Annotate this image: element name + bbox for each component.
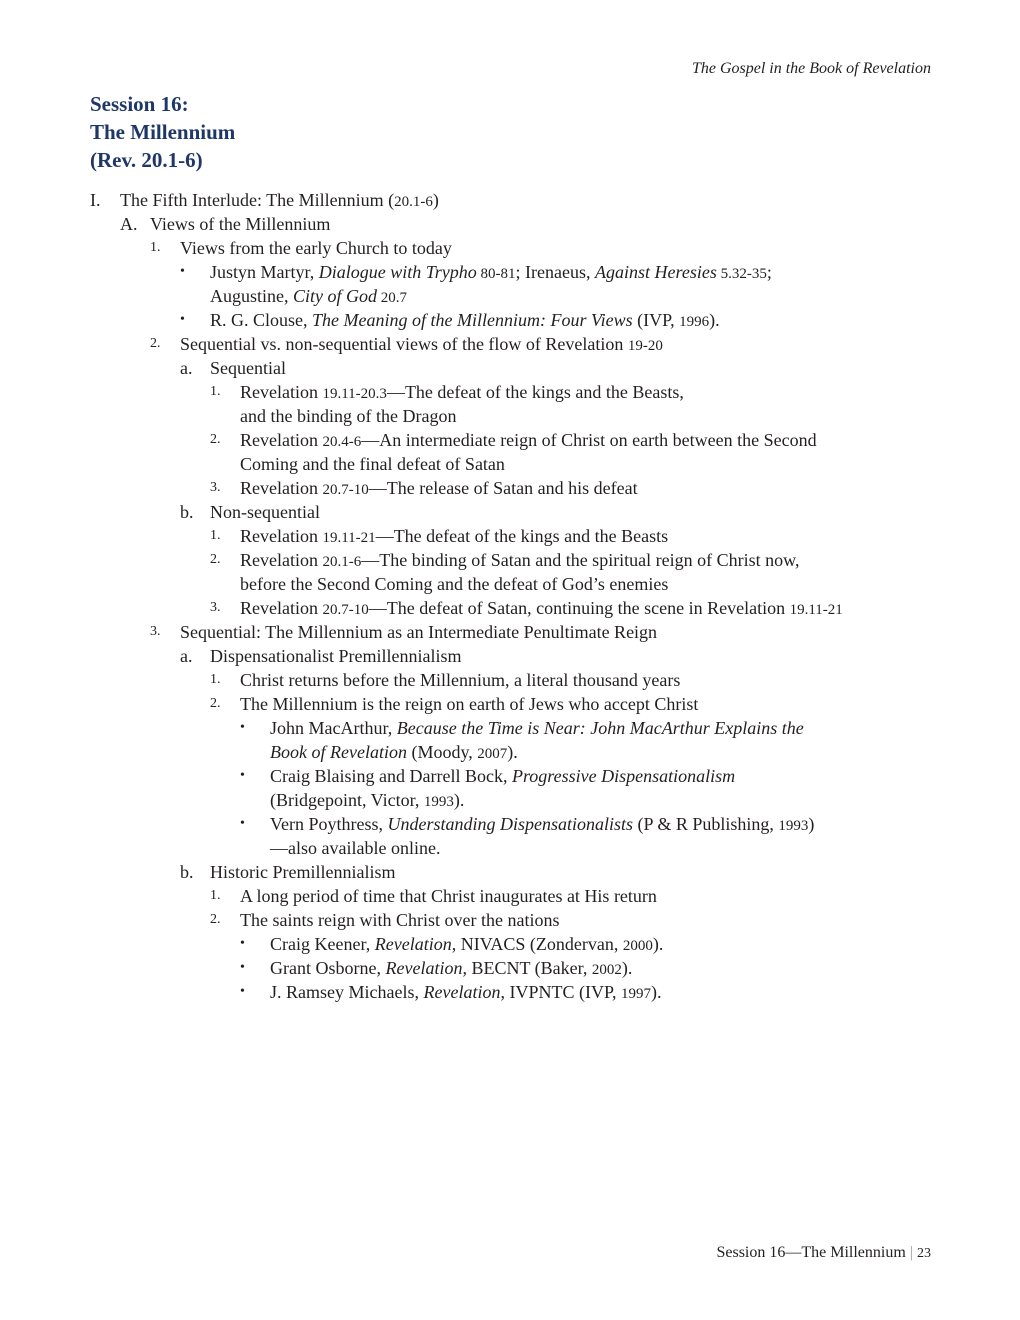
outline-marker: 2. <box>210 696 221 711</box>
outline-item-A3b1 <box>0 884 1020 908</box>
outline-item-A3a2 <box>0 692 1020 716</box>
outline-text-continued: Coming and the final defeat of Satan <box>240 454 505 474</box>
bullet-item-poythress <box>0 812 1020 860</box>
outline-marker: 1. <box>150 240 161 255</box>
outline-text: Non-sequential <box>210 502 320 522</box>
outline-item-A3a1 <box>0 668 1020 692</box>
outline-marker: 2. <box>210 552 221 567</box>
outline-item-I <box>0 188 1020 212</box>
bullet-item-blaising-bock <box>0 764 1020 812</box>
bullet-text-continued: Book of Revelation (Moody, 2007). <box>270 742 518 762</box>
outline <box>0 188 1020 1004</box>
bullet-text: John MacArthur, Because the Time is Near: John MacArthur Explains the <box>270 718 804 738</box>
outline-text: Sequential <box>210 358 286 378</box>
outline-marker: 1. <box>210 888 221 903</box>
session-title-line-3: (Rev. 20.1-6) <box>90 148 203 172</box>
outline-marker: a. <box>180 358 193 378</box>
outline-item-A3 <box>0 620 1020 644</box>
outline-marker: A. <box>120 214 138 234</box>
outline-text: Revelation 19.11-20.3—The defeat of the kings and the Beasts, <box>240 382 684 402</box>
outline-text: The Millennium is the reign on earth of Jews who accept Christ <box>240 694 699 714</box>
bullet-item-osborne <box>0 956 1020 980</box>
outline-marker: b. <box>180 502 194 522</box>
outline-text: Revelation 20.7-10—The release of Satan and his defeat <box>240 478 638 498</box>
bullet-text-continued: Augustine, City of God 20.7 <box>210 286 407 306</box>
outline-item-A3a <box>0 644 1020 668</box>
outline-text: The saints reign with Christ over the nations <box>240 910 560 930</box>
footer-label: Session 16—The Millennium <box>716 1244 906 1261</box>
bullet-marker: • <box>240 960 245 975</box>
bullet-text-continued: (Bridgepoint, Victor, 1993). <box>270 790 465 810</box>
outline-marker: 3. <box>210 600 221 615</box>
bullet-item-michaels <box>0 980 1020 1004</box>
outline-text: Revelation 20.1-6—The binding of Satan and the spiritual reign of Christ now, <box>240 550 800 570</box>
outline-text: Revelation 20.4-6—An intermediate reign of Christ on earth between the Second <box>240 430 817 450</box>
outline-marker: 2. <box>210 912 221 927</box>
outline-text: Dispensationalist Premillennialism <box>210 646 462 666</box>
running-header: The Gospel in the Book of Revelation <box>691 60 931 77</box>
outline-text: The Fifth Interlude: The Millennium (20.1-6) <box>120 190 439 210</box>
bullet-text: Craig Keener, Revelation, NIVACS (Zondervan, 2000). <box>270 934 664 954</box>
outline-marker: 2. <box>150 336 161 351</box>
bullet-text-continued: —also available online. <box>270 838 441 858</box>
outline-item-A2a <box>0 356 1020 380</box>
bullet-marker: • <box>180 264 185 279</box>
page-footer <box>716 1244 931 1262</box>
bullet-text: J. Ramsey Michaels, Revelation, IVPNTC (IVP, 1997). <box>270 982 662 1002</box>
outline-marker: 3. <box>150 624 161 639</box>
outline-item-A2b <box>0 500 1020 524</box>
outline-text-continued: before the Second Coming and the defeat of God’s enemies <box>240 574 669 594</box>
bullet-text: Justyn Martyr, Dialogue with Trypho 80-81; Irenaeus, Against Heresies 5.32-35; <box>210 262 772 282</box>
bullet-text: R. G. Clouse, The Meaning of the Millennium: Four Views (IVP, 1996). <box>210 310 720 330</box>
outline-text: Historic Premillennialism <box>210 862 396 882</box>
bullet-marker: • <box>240 768 245 783</box>
outline-item-A <box>0 212 1020 236</box>
bullet-item-macarthur <box>0 716 1020 764</box>
session-title <box>90 90 235 174</box>
outline-item-A3b2 <box>0 908 1020 932</box>
outline-item-A2a3 <box>0 476 1020 500</box>
outline-item-A1 <box>0 236 1020 260</box>
outline-text: Revelation 19.11-21—The defeat of the kings and the Beasts <box>240 526 669 546</box>
bullet-marker: • <box>240 936 245 951</box>
bullet-item-martyr <box>0 260 1020 308</box>
outline-marker: a. <box>180 646 193 666</box>
outline-text: Views of the Millennium <box>150 214 331 234</box>
outline-item-A2a2 <box>0 428 1020 476</box>
outline-item-A2 <box>0 332 1020 356</box>
outline-text: Revelation 20.7-10—The defeat of Satan, continuing the scene in Revelation 19.11-21 <box>240 598 843 618</box>
outline-item-A2b2 <box>0 548 1020 596</box>
bullet-marker: • <box>240 984 245 999</box>
bullet-text: Craig Blaising and Darrell Bock, Progressive Dispensationalism <box>270 766 736 786</box>
bullet-item-keener <box>0 932 1020 956</box>
outline-marker: 3. <box>210 480 221 495</box>
bullet-item-clouse <box>0 308 1020 332</box>
bullet-text: Vern Poythress, Understanding Dispensationalists (P & R Publishing, 1993) <box>270 814 815 834</box>
outline-marker: I. <box>90 190 101 210</box>
outline-item-A2b1 <box>0 524 1020 548</box>
bullet-text: Grant Osborne, Revelation, BECNT (Baker, 2002). <box>270 958 633 978</box>
outline-text: Sequential: The Millennium as an Intermediate Penultimate Reign <box>180 622 658 642</box>
bullet-marker: • <box>240 720 245 735</box>
outline-marker: 2. <box>210 432 221 447</box>
outline-item-A2b3 <box>0 596 1020 620</box>
session-title-line-2: The Millennium <box>90 120 236 144</box>
bullet-marker: • <box>180 312 185 327</box>
outline-text: Views from the early Church to today <box>180 238 452 258</box>
outline-text: Christ returns before the Millennium, a literal thousand years <box>240 670 681 690</box>
outline-marker: b. <box>180 862 194 882</box>
outline-marker: 1. <box>210 672 221 687</box>
footer-separator: | <box>909 1244 913 1261</box>
outline-text: A long period of time that Christ inaugurates at His return <box>240 886 657 906</box>
outline-item-A2a1 <box>0 380 1020 428</box>
outline-marker: 1. <box>210 528 221 543</box>
session-title-line-1: Session 16: <box>90 92 189 116</box>
bullet-marker: • <box>240 816 245 831</box>
outline-text: Sequential vs. non-sequential views of the flow of Revelation 19-20 <box>180 334 663 354</box>
outline-marker: 1. <box>210 384 221 399</box>
outline-item-A3b <box>0 860 1020 884</box>
page-number: 23 <box>917 1246 931 1261</box>
outline-text-continued: and the binding of the Dragon <box>240 406 457 426</box>
